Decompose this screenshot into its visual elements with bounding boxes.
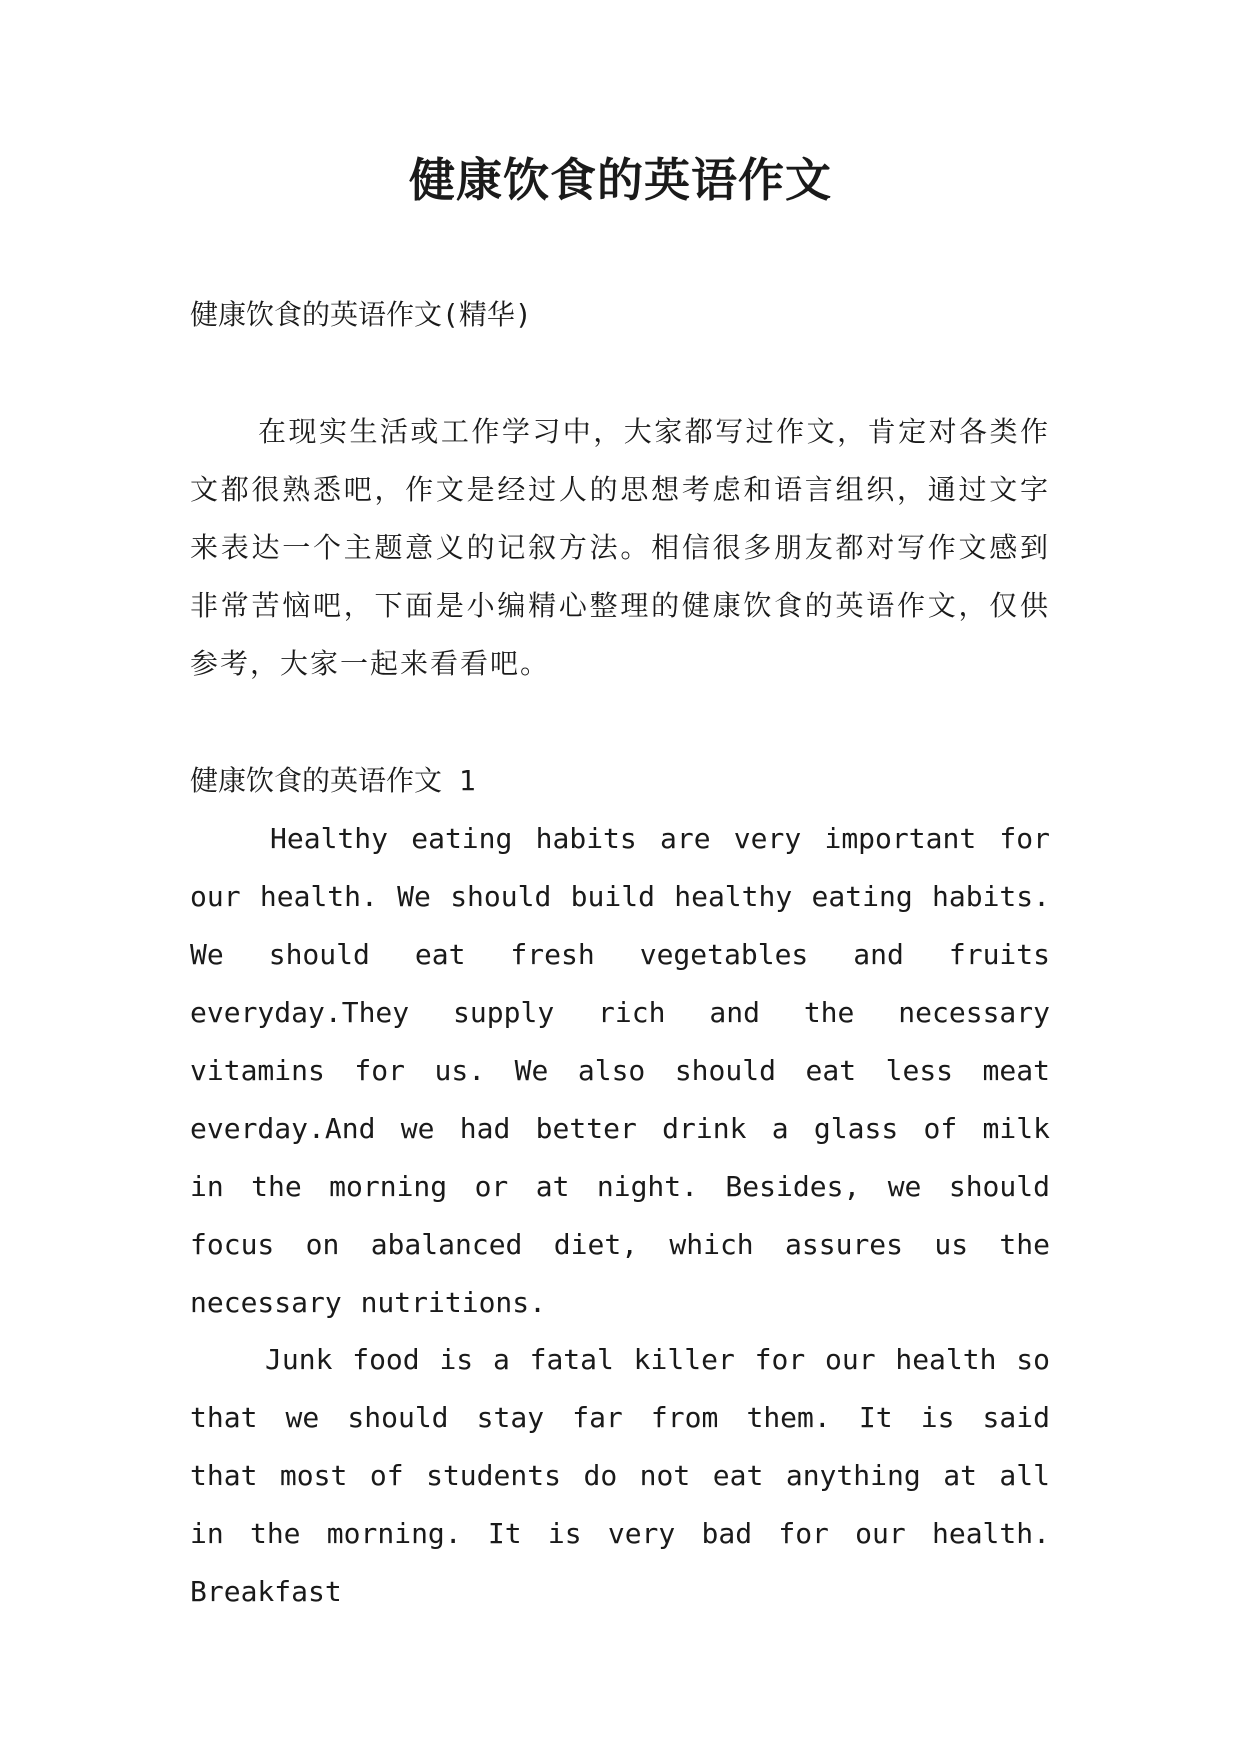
intro-paragraph: 在现实生活或工作学习中，大家都写过作文，肯定对各类作文都很熟悉吧，作文是经过人的思想考虑和语言组织，通过文字来表达一个主题意义的记叙方法。相信很多朋友都对写作文感到非常苦恼吧，下面是小编精心整理的健康饮食的英语作文，仅供参考，大家一起来看看吧。 [190, 415, 1050, 680]
document-subtitle: 健康饮食的英语作文(精华) [190, 298, 532, 331]
essay-paragraph: Junk food is a fatal killer for our health so that we should stay far from them. It is said that most of students do not eat anything at all in the morning. It is very bad for our health. Breakfast [190, 1343, 1050, 1608]
essay-paragraph: Healthy eating habits are very important for our health. We should build healthy eating habits. We should eat fresh vegetables and fruits everyday.They supply rich and the necessary vitamins for us. We also should eat less meat everday.And we had better drink a glass of milk in the morning or at night. Besides, we should focus on abalanced diet, which assures us the necessary nutritions. [190, 822, 1050, 1319]
section-heading: 健康饮食的英语作文 1 [190, 764, 476, 797]
document-title: 健康饮食的英语作文 [409, 153, 832, 207]
